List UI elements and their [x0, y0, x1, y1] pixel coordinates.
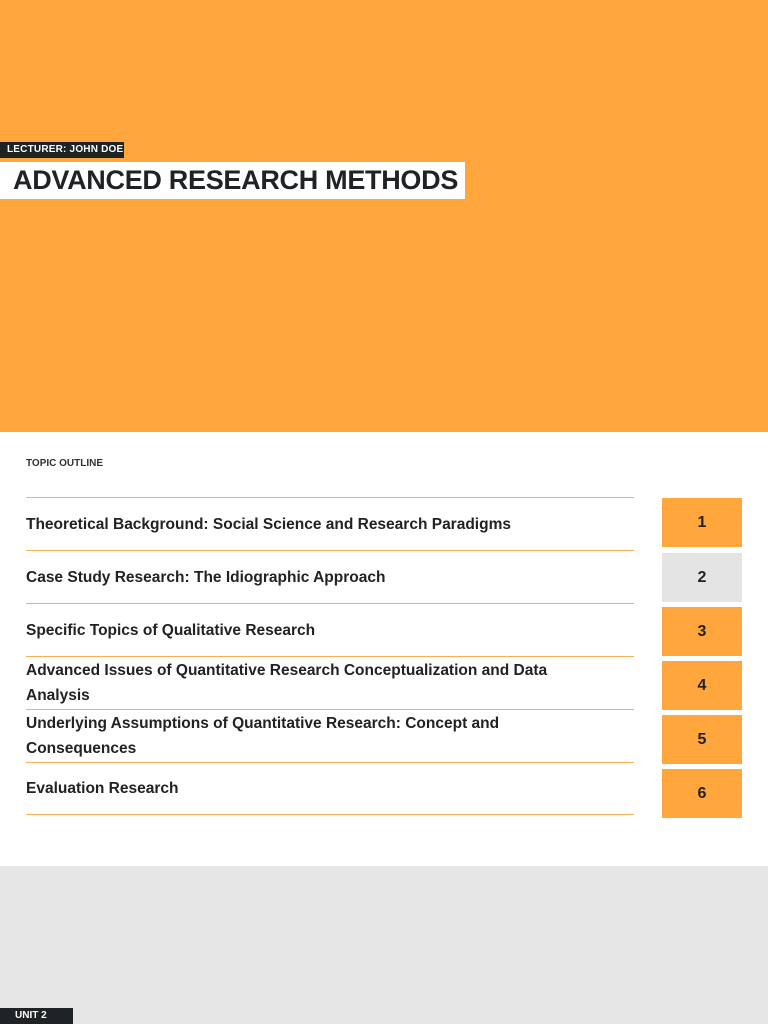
topic-item-6[interactable] [26, 762, 634, 815]
footer-band [0, 866, 768, 1024]
topic-number-6[interactable]: 6 [662, 769, 742, 818]
lecturer-label: LECTURER: JOHN DOE [0, 142, 124, 158]
topic-number-4[interactable]: 4 [662, 661, 742, 710]
topic-item-4[interactable] [26, 656, 634, 709]
topic-number-3[interactable]: 3 [662, 607, 742, 656]
topic-item-2[interactable] [26, 550, 634, 603]
topic-number-5[interactable]: 5 [662, 715, 742, 764]
topic-item-3[interactable] [26, 603, 634, 656]
topic-title: Underlying Assumptions of Quantitative Research: Concept and Consequences [26, 715, 500, 757]
topic-title: Advanced Issues of Quantitative Research Conceptualization and Data Analysis [26, 662, 548, 704]
topic-outline-label: TOPIC OUTLINE [26, 458, 104, 469]
topic-title: Theoretical Background: Social Science and Research Paradigms [26, 515, 511, 533]
page-title: ADVANCED RESEARCH METHODS [13, 165, 459, 195]
unit-label: UNIT 2 [0, 1008, 73, 1024]
topic-number-1[interactable]: 1 [662, 498, 742, 547]
topic-item-5[interactable] [26, 709, 634, 762]
topic-title: Evaluation Research [26, 780, 179, 797]
topic-list [26, 497, 634, 815]
header-banner [0, 0, 768, 432]
topic-item-1[interactable] [26, 497, 634, 550]
topic-title: Case Study Research: The Idiographic Approach [26, 568, 386, 586]
title-box [0, 162, 465, 199]
topic-number-2[interactable]: 2 [662, 553, 742, 602]
topic-title: Specific Topics of Qualitative Research [26, 621, 316, 639]
